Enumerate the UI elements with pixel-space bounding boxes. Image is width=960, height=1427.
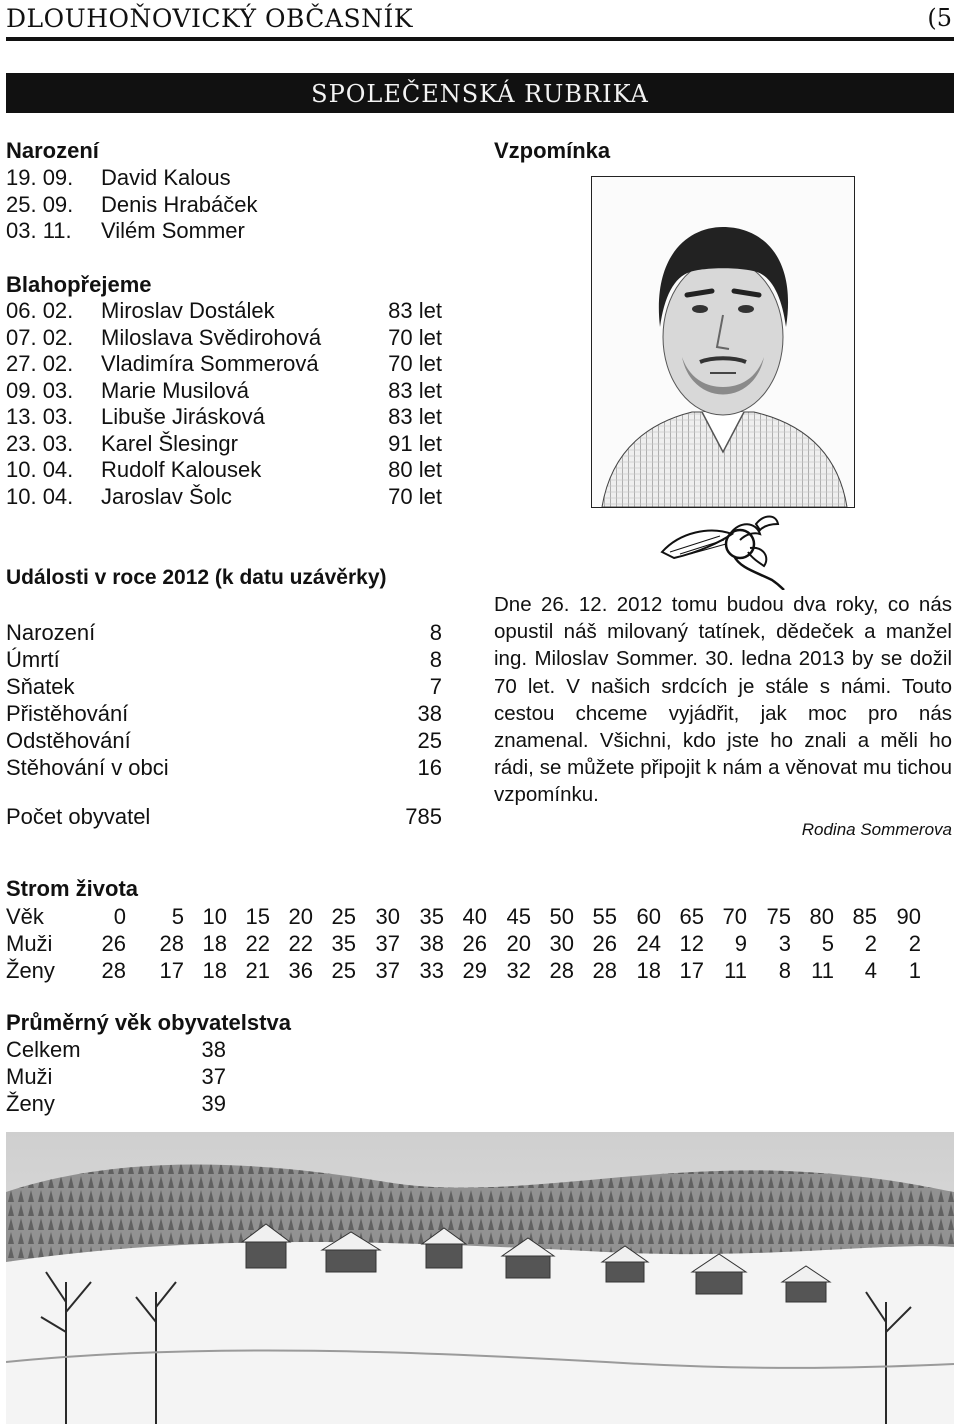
event-label: Odstěhování (6, 728, 131, 753)
tree-cell: 5 (171, 904, 184, 929)
congrats-name: Vladimíra Sommerová (101, 351, 319, 376)
tree-cell: 0 (113, 904, 126, 929)
congrats-name: Karel Šlesingr (101, 430, 238, 456)
congrats-date: 10. 04. (6, 483, 74, 509)
congrats-list (6, 298, 442, 510)
population-value: 785 (405, 804, 442, 829)
list-item (6, 298, 442, 325)
event-label: Úmrtí (6, 647, 60, 672)
tree-cell: 28 (101, 958, 126, 983)
tree-cell: 2 (908, 931, 921, 956)
list-item (6, 378, 442, 405)
tree-cell: 21 (245, 958, 270, 983)
masthead (6, 4, 954, 36)
congrats-date: 07. 02. (6, 324, 74, 350)
memorial-signature: Rodina Sommerova (801, 820, 952, 839)
tree-cell: 28 (592, 958, 617, 983)
tree-cell: 24 (636, 931, 661, 956)
tree-cell: 32 (506, 958, 531, 983)
tree-cell: 38 (419, 931, 444, 956)
tree-cell: 2 (864, 931, 877, 956)
congrats-name: Miroslav Dostálek (101, 298, 275, 323)
page-number: (5 (927, 4, 952, 32)
event-label: Stěhování v obci (6, 755, 169, 780)
events-list (6, 619, 442, 781)
tree-cell: 11 (811, 958, 834, 983)
tree-cell: 26 (462, 931, 487, 956)
congrats-age: 83 let (388, 404, 442, 429)
landscape-image (6, 1132, 954, 1424)
tree-cell: 35 (331, 931, 356, 956)
section-title: SPOLEČENSKÁ RUBRIKA (311, 80, 649, 108)
tree-cell: 26 (592, 931, 617, 956)
congrats-name: Miloslava Svědirohová (101, 324, 322, 350)
list-item (6, 1090, 226, 1117)
population-item (6, 803, 442, 830)
congrats-age: 80 let (388, 457, 442, 482)
birth-name: Vilém Sommer (101, 218, 245, 243)
tree-cell: 3 (778, 931, 791, 956)
list-item (6, 646, 442, 673)
tree-cell: 35 (419, 904, 444, 929)
congrats-age: 83 let (388, 298, 442, 323)
list-item (6, 1036, 226, 1063)
events-heading: Události v roce 2012 (k datu uzávěrky) (6, 566, 387, 589)
tree-cell: 28 (549, 958, 574, 983)
tree-cell: 4 (864, 958, 877, 983)
memorial-heading: Vzpomínka (494, 138, 611, 163)
tree-cell: 22 (245, 931, 270, 956)
congrats-age: 70 let (388, 483, 442, 509)
tree-cell: 12 (679, 931, 704, 956)
newsletter-title: DLOUHOŇOVICKÝ OBČASNÍK (6, 4, 414, 33)
tree-cell: 25 (331, 904, 356, 929)
section-banner (6, 73, 954, 113)
avg-label: Celkem (6, 1037, 81, 1062)
average-age-heading: Průměrný věk obyvatelstva (6, 1010, 291, 1035)
list-item (6, 218, 442, 245)
event-value: 8 (429, 620, 442, 645)
tree-cell: 17 (679, 958, 704, 983)
list-item (6, 700, 442, 727)
avg-value: 38 (201, 1037, 226, 1062)
list-item (6, 192, 442, 219)
tree-cell: 37 (375, 931, 400, 956)
congrats-date: 13. 03. (6, 404, 74, 429)
tree-cell: 29 (462, 958, 487, 983)
event-label: Přistěhování (6, 701, 129, 726)
tree-cell: 22 (288, 931, 313, 956)
congrats-age: 91 let (388, 430, 442, 456)
tree-cell: 30 (549, 931, 574, 956)
tree-cell: 20 (288, 904, 313, 929)
congrats-heading: Blahopřejeme (6, 272, 152, 297)
list-item (6, 727, 442, 754)
tree-cell: 11 (724, 958, 747, 983)
avg-label: Ženy (6, 1091, 55, 1116)
avg-label: Muži (6, 1064, 53, 1089)
birth-date: 19. 09. (6, 165, 74, 190)
tree-cell: 17 (159, 958, 184, 983)
birth-name: David Kalous (101, 165, 231, 190)
tree-cell: 45 (506, 904, 531, 929)
tree-cell: 75 (766, 904, 791, 929)
birth-name: Denis Hrabáček (101, 191, 258, 217)
average-age-list (6, 1036, 226, 1117)
header-rule (6, 37, 954, 41)
portrait-image (592, 177, 854, 507)
list-item (6, 351, 442, 378)
tree-cell: 18 (202, 958, 227, 983)
congrats-name: Jaroslav Šolc (101, 483, 232, 509)
list-item (6, 325, 442, 352)
tree-cell: 36 (288, 958, 313, 983)
tree-cell: 70 (722, 904, 747, 929)
population-row (6, 803, 442, 830)
list-item (6, 1063, 226, 1090)
avg-value: 39 (201, 1091, 226, 1116)
tree-cell: 25 (331, 958, 356, 983)
congrats-name: Libuše Jirásková (101, 404, 265, 429)
tree-cell: 20 (506, 931, 531, 956)
event-value: 8 (429, 647, 442, 672)
birth-date: 25. 09. (6, 191, 74, 217)
tree-cell: 55 (592, 904, 617, 929)
list-item (6, 754, 442, 781)
tree-cell: 60 (636, 904, 661, 929)
tree-of-life-table (6, 903, 921, 984)
list-item (6, 431, 442, 458)
tree-row (6, 903, 921, 930)
tree-cell: 5 (821, 931, 834, 956)
population-label: Počet obyvatel (6, 804, 151, 829)
tree-cell: 30 (375, 904, 400, 929)
list-item (6, 484, 442, 511)
congrats-date: 09. 03. (6, 377, 74, 403)
congrats-name: Rudolf Kalousek (101, 457, 262, 482)
congrats-date: 23. 03. (6, 430, 74, 456)
congrats-age: 70 let (388, 324, 442, 350)
congrats-age: 83 let (388, 377, 442, 403)
avg-value: 37 (201, 1064, 226, 1089)
event-label: Narození (6, 620, 96, 645)
tree-cell: 18 (202, 931, 227, 956)
tree-heading: Strom života (6, 876, 139, 901)
tree-cell: 26 (101, 931, 126, 956)
tree-cell: 37 (375, 958, 400, 983)
births-heading: Narození (6, 138, 99, 163)
event-value: 25 (417, 728, 442, 753)
event-value: 7 (429, 674, 442, 699)
births-list (6, 165, 442, 245)
tree-row (6, 930, 921, 957)
congrats-date: 27. 02. (6, 351, 74, 376)
tree-row (6, 957, 921, 984)
tree-cell: 1 (908, 958, 921, 983)
tree-cell: 90 (896, 904, 921, 929)
list-item (6, 404, 442, 431)
tree-cell: 10 (202, 904, 227, 929)
portrait-photo (591, 176, 855, 508)
event-value: 16 (417, 755, 442, 780)
congrats-date: 10. 04. (6, 457, 74, 482)
list-item (6, 619, 442, 646)
tree-cell: 50 (549, 904, 574, 929)
list-item (6, 165, 442, 192)
winter-village-photo (6, 1132, 954, 1424)
tree-cell: 80 (809, 904, 834, 929)
tree-cell: 65 (679, 904, 704, 929)
tree-cell: 8 (778, 958, 791, 983)
congrats-date: 06. 02. (6, 298, 74, 323)
tree-cell: 40 (462, 904, 487, 929)
list-item (6, 673, 442, 700)
tree-cell: 28 (159, 931, 184, 956)
congrats-age: 70 let (388, 351, 442, 376)
tree-cell: 18 (636, 958, 661, 983)
birth-date: 03. 11. (6, 218, 72, 243)
tree-row-label: Muži (6, 931, 53, 956)
tree-row-label: Věk (6, 904, 44, 929)
tree-cell: 85 (852, 904, 877, 929)
event-label: Sňatek (6, 674, 75, 699)
tree-cell: 33 (419, 958, 444, 983)
congrats-name: Marie Musilová (101, 377, 249, 403)
tree-cell: 15 (245, 904, 270, 929)
flower-ornament (660, 512, 790, 590)
list-item (6, 457, 442, 484)
memorial-text: Dne 26. 12. 2012 tomu budou dva roky, co nás opustil náš milovaný tatínek, dědeček a manžel ing. Miloslav Sommer. 30. ledna 2013 by se dožil 70 let. V našich srdcích je stále s námi. Touto cestou chceme vyjádřit, jak moc pro nás znamenal. Všichni, kdo jste ho znali a měli ho rádi, se můžete připojit k nám a věnovat mu tichou vzpomínku. (494, 593, 952, 807)
event-value: 38 (417, 701, 442, 726)
tree-cell: 9 (734, 931, 747, 956)
tree-row-label: Ženy (6, 958, 55, 983)
